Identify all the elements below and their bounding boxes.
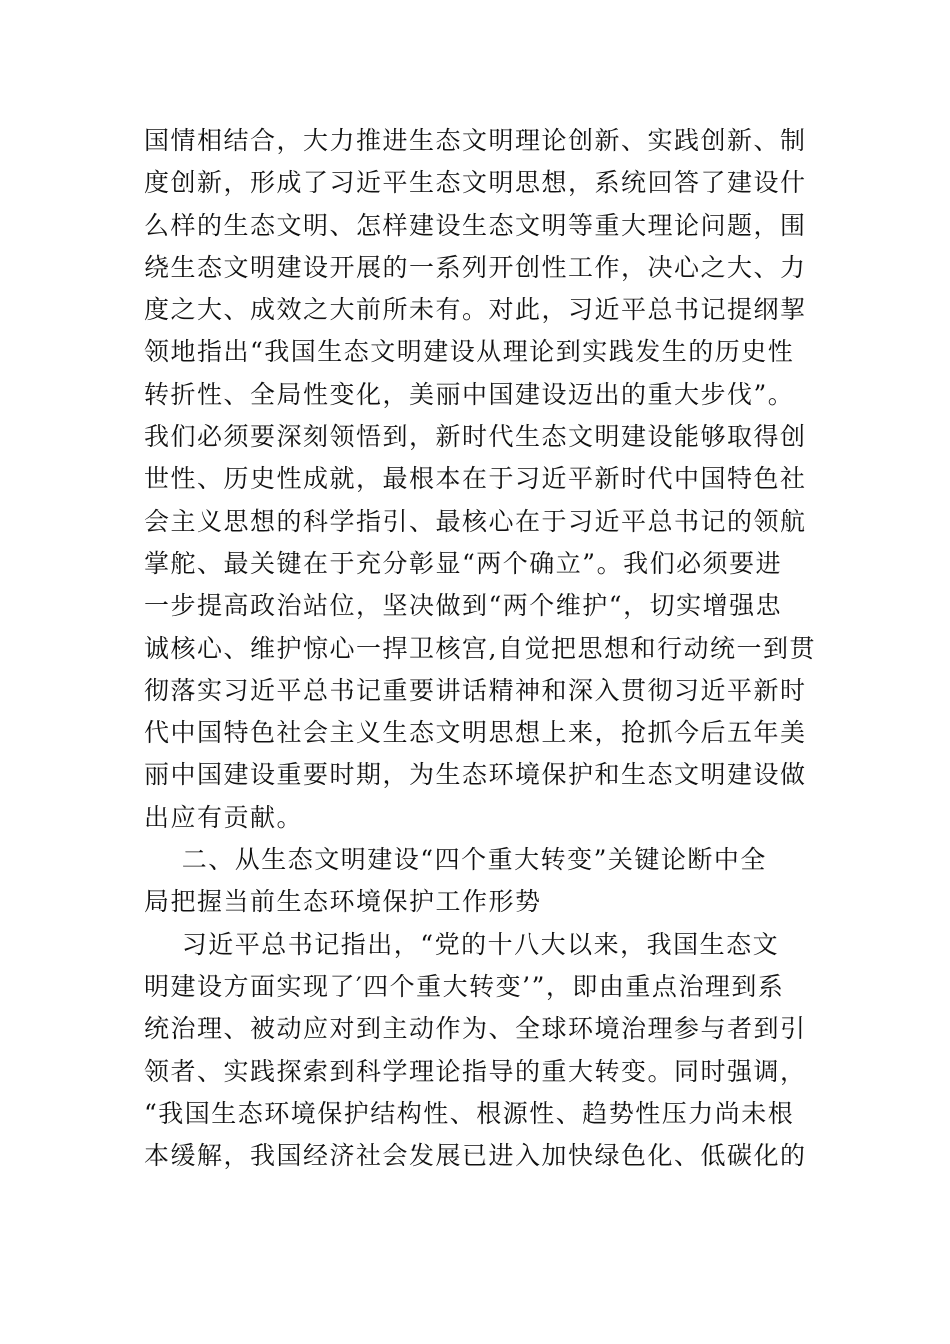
text-line: 代中国特色社会主义生态文明思想上来，抢抓今后五年美 — [144, 718, 807, 748]
text-line: 度之大、成效之大前所未有。对此，习近平总书记提纲挈 — [144, 295, 807, 325]
text-line: 会主义思想的科学指引、最核心在于习近平总书记的领航 — [144, 506, 807, 536]
body-text — [144, 120, 816, 1177]
text-line: 领者、实践探索到科学理论指导的重大转变。同时强调， — [144, 1056, 807, 1086]
text-line: 丽中国建设重要时期，为生态环境保护和生态文明建设做 — [144, 760, 807, 790]
text-line: 度创新，形成了习近平生态文明思想，系统回答了建设什 — [144, 168, 807, 198]
text-line: 彻落实习近平总书记重要讲话精神和深入贯彻习近平新时 — [144, 675, 807, 705]
text-line: 么样的生态文明、怎样建设生态文明等重大理论问题，围 — [144, 210, 807, 240]
text-line: 国情相结合，大力推进生态文明理论创新、实践创新、制 — [144, 126, 807, 155]
text-line: 统治理、被动应对到主动作为、全球环境治理参与者到引 — [144, 1014, 807, 1044]
section-heading-line: 局把握当前生态环境保护工作形势 — [144, 887, 542, 917]
text-line: 掌舵、最关键在于充分彰显“两个确立”。我们必须要进 — [144, 548, 783, 578]
text-line: 转折性、全局性变化，美丽中国建设迈出的重大步伐”。 — [144, 379, 795, 409]
section-heading-line: 二、从生态文明建设“四个重大转变”关键论断中全 — [144, 845, 767, 875]
text-line: 领地指出“我国生态文明建设从理论到实践发生的历史性 — [144, 337, 795, 367]
text-line: 绕生态文明建设开展的一系列开创性工作，决心之大、力 — [144, 252, 807, 282]
text-line: 一步提高政治站位，坚决做到“两个维护“，切实增强忠 — [144, 591, 783, 621]
text-line: 世性、历史性成就，最根本在于习近平新时代中国特色社 — [144, 464, 807, 494]
text-line: 出应有贡献。 — [144, 802, 304, 832]
text-line: 本缓解，我国经济社会发展已进入加快绿色化、低碳化的 — [144, 1141, 807, 1171]
text-line: 我们必须要深刻领悟到，新时代生态文明建设能够取得创 — [144, 422, 807, 452]
text-line: 习近平总书记指出，“党的十八大以来，我国生态文 — [144, 929, 780, 959]
text-line: 明建设方面实现了′四个重大转变’”，即由重点治理到系 — [144, 971, 785, 1001]
text-line: 诚核心、维护惊心一捍卫核宫,自觉把思想和行动统一到贯 — [144, 633, 816, 663]
text-line: “我国生态环境保护结构性、根源性、趋势性压力尚未根 — [144, 1098, 795, 1128]
